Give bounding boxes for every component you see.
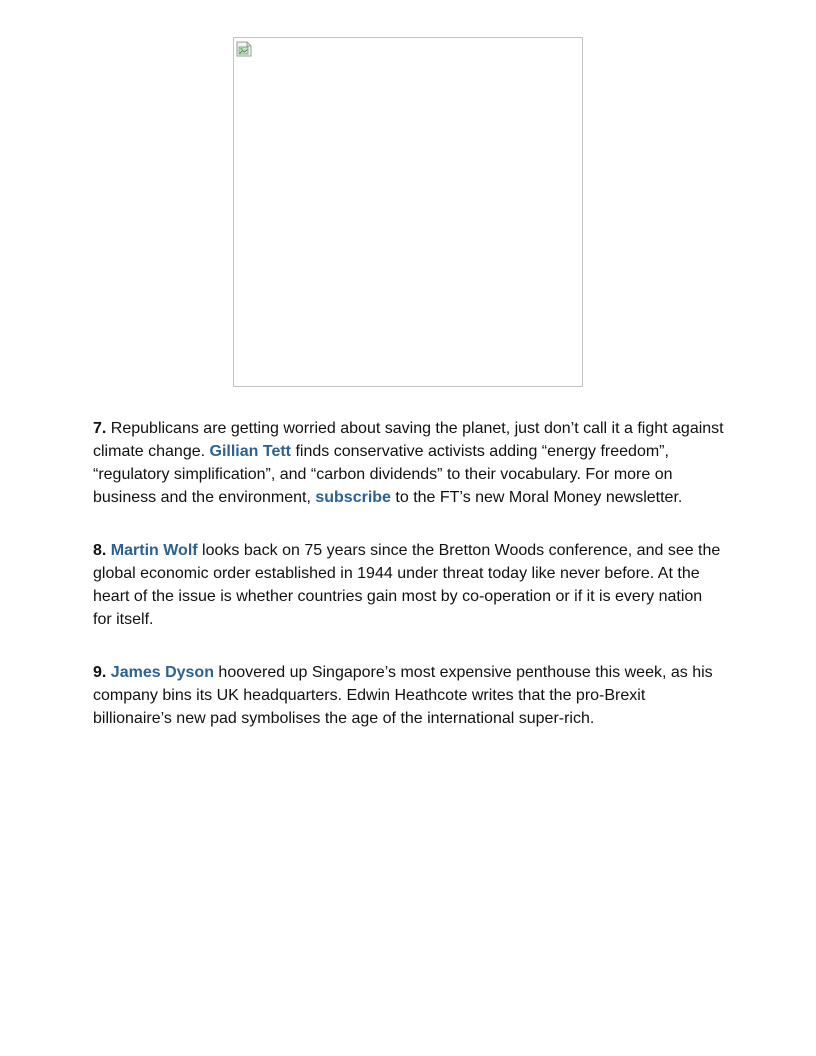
james-dyson-link[interactable]: James Dyson [110,664,214,681]
item-text: looks back on 75 years since the Bretton Woods conference, and see the global economic order established in 1944 under threat today like never before. At the heart of the issue is whether countries gain most by co-operation or if it is every nation for itself. [93,542,721,628]
item-number: 7. [93,420,107,437]
item-text: Republicans are getting worried about saving the planet, just don’t call it a fight against climate change. [93,420,724,460]
list-item [93,539,725,631]
article-list [93,417,725,760]
article-image-placeholder [233,37,583,387]
item-number: 8. [93,542,107,559]
subscribe-link[interactable]: subscribe [315,489,391,506]
item-text: hoovered up Singapore’s most expensive penthouse this week, as his company bins its UK headquarters. Edwin Heathcote writes that the pro-Brexit billionaire’s new pad symbolises the age of the international super-rich. [93,664,713,727]
broken-image-icon [236,41,252,57]
martin-wolf-link[interactable]: Martin Wolf [110,542,198,559]
item-text: finds conservative activists adding “energy freedom”, “regulatory simplification”, and “carbon dividends” to their vocabulary. For more on business and the environment, [93,443,673,506]
list-item [93,661,725,730]
item-text: to the FT’s new Moral Money newsletter. [390,489,683,506]
list-item [93,417,725,509]
gillian-tett-link[interactable]: Gillian Tett [209,443,291,460]
item-number: 9. [93,664,107,681]
